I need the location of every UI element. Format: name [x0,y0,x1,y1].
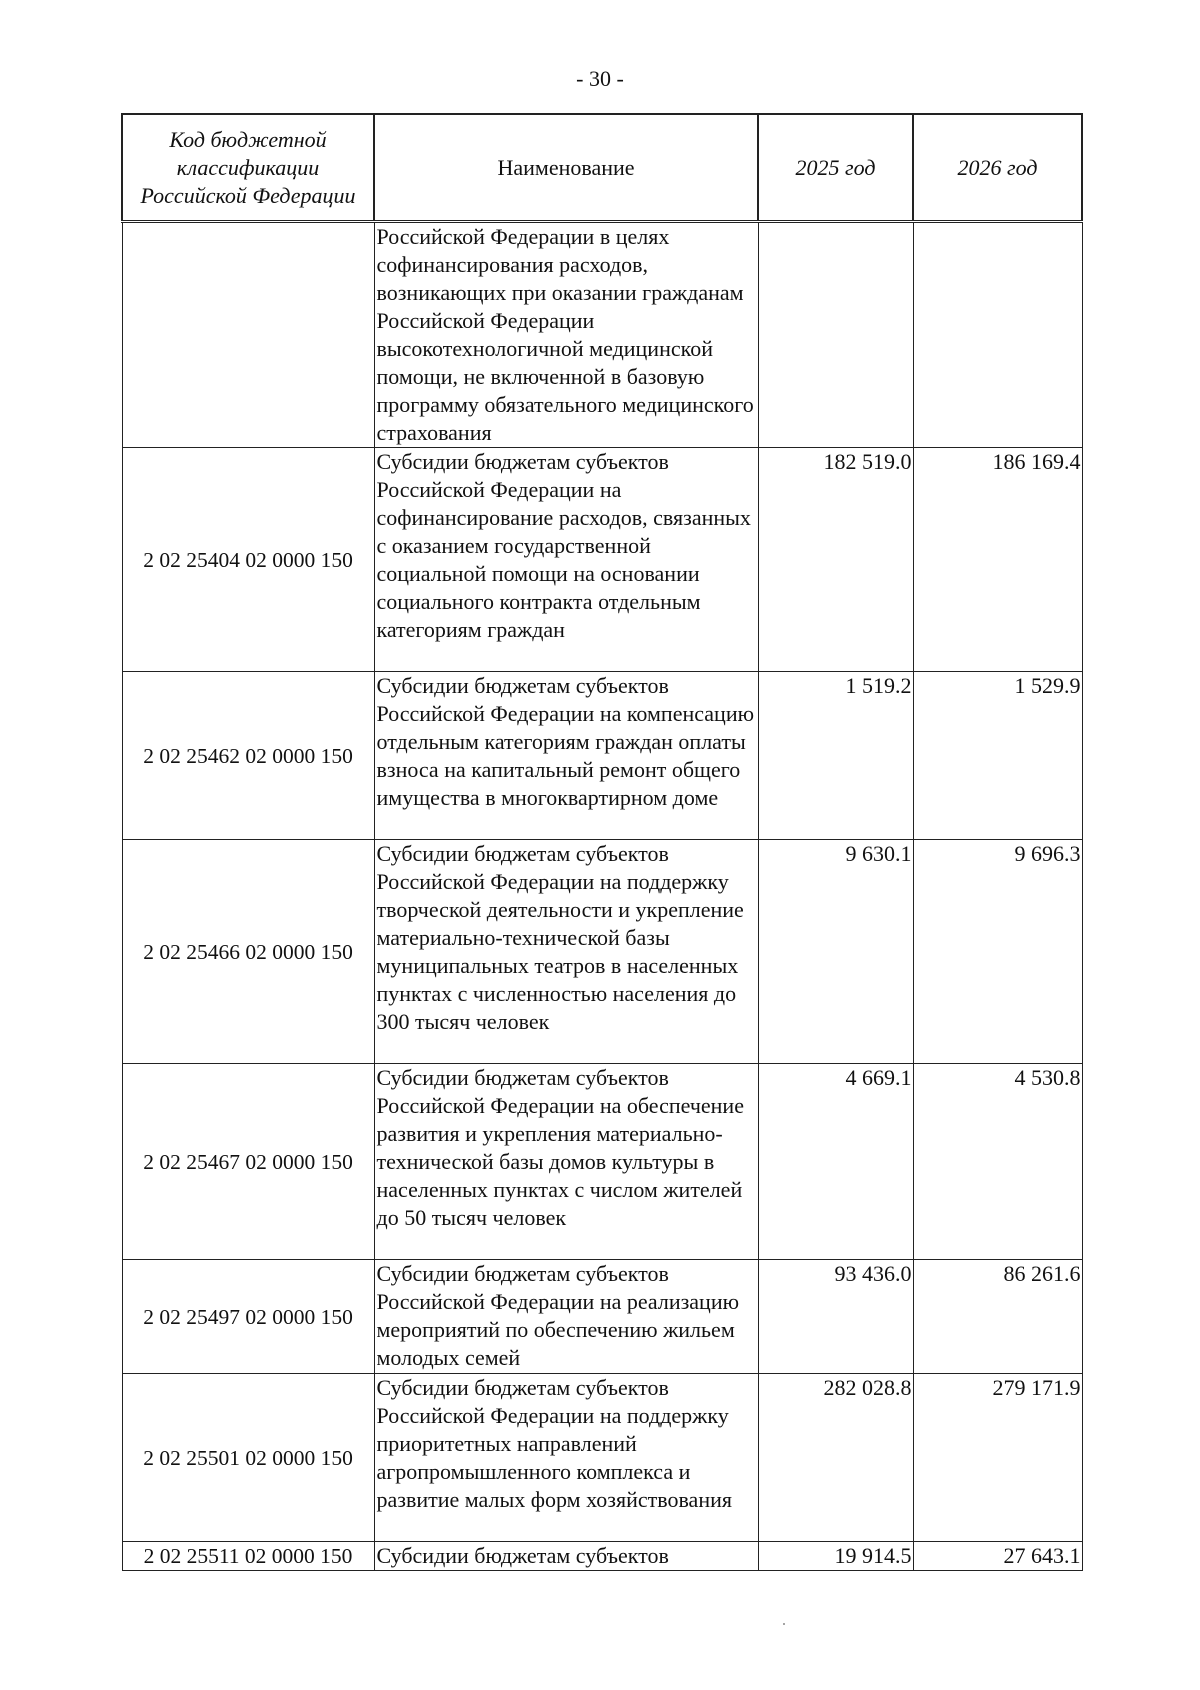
table-row [122,1542,1082,1571]
row-name: Субсидии бюджетам субъектов Российской Федерации на компенсацию отдельным категориям граждан оплаты взноса на капитальный ремонт общего имущества в многоквартирном доме [374,672,758,840]
row-2025: 282 028.8 [758,1374,913,1542]
table-row [122,222,1082,448]
row-2025: 93 436.0 [758,1260,913,1374]
row-2025: 19 914.5 [758,1542,913,1571]
row-name: Субсидии бюджетам субъектов Российской Федерации на софинансирование расходов, связанных с оказанием государственной социальной помощи на основании социального контракта отдельным категориям граждан [374,448,758,672]
row-code: 2 02 25466 02 0000 150 [122,840,374,1064]
row-2026: 9 696.3 [913,840,1082,1064]
table-row [122,1064,1082,1260]
row-name: Российской Федерации в целях софинансирования расходов, возникающих при оказании гражданам Российской Федерации высокотехнологичной медицинской помощи, не включенной в базовую программу обязательного медицинского страхования [374,222,758,448]
row-code: 2 02 25462 02 0000 150 [122,672,374,840]
row-2026: 27 643.1 [913,1542,1082,1571]
row-code: 2 02 25501 02 0000 150 [122,1374,374,1542]
header-2025: 2025 год [758,114,913,222]
row-code: 2 02 25467 02 0000 150 [122,1064,374,1260]
row-name: Субсидии бюджетам субъектов [374,1542,758,1571]
row-name: Субсидии бюджетам субъектов Российской Федерации на обеспечение развития и укрепления материально-технической базы домов культуры в населенных пунктах с числом жителей до 50 тысяч человек [374,1064,758,1260]
table-row [122,672,1082,840]
row-2026 [913,222,1082,448]
table-header-row [122,114,1082,222]
row-code [122,222,374,448]
row-code: 2 02 25404 02 0000 150 [122,448,374,672]
row-code: 2 02 25497 02 0000 150 [122,1260,374,1374]
table-row [122,448,1082,672]
row-2026: 186 169.4 [913,448,1082,672]
row-name: Субсидии бюджетам субъектов Российской Федерации на поддержку творческой деятельности и укрепление материально-технической базы муниципальных театров в населенных пунктах с численностью населения до 300 тысяч человек [374,840,758,1064]
header-2026: 2026 год [913,114,1082,222]
row-2025: 4 669.1 [758,1064,913,1260]
budget-table [121,113,1083,1571]
row-2026: 4 530.8 [913,1064,1082,1260]
row-code: 2 02 25511 02 0000 150 [122,1542,374,1571]
page-number: - 30 - [576,66,624,91]
scan-speck [783,1623,785,1625]
row-2026: 279 171.9 [913,1374,1082,1542]
table-row [122,1374,1082,1542]
row-name: Субсидии бюджетам субъектов Российской Федерации на реализацию мероприятий по обеспечению жильем молодых семей [374,1260,758,1374]
row-2026: 86 261.6 [913,1260,1082,1374]
row-2025 [758,222,913,448]
table-row [122,1260,1082,1374]
row-2025: 1 519.2 [758,672,913,840]
row-2026: 1 529.9 [913,672,1082,840]
row-2025: 9 630.1 [758,840,913,1064]
table-row [122,840,1082,1064]
row-name: Субсидии бюджетам субъектов Российской Федерации на поддержку приоритетных направлений агропромышленного комплекса и развитие малых форм хозяйствования [374,1374,758,1542]
row-2025: 182 519.0 [758,448,913,672]
header-name: Наименование [374,114,758,222]
header-code: Код бюджетной классификации Российской Федерации [122,114,374,222]
